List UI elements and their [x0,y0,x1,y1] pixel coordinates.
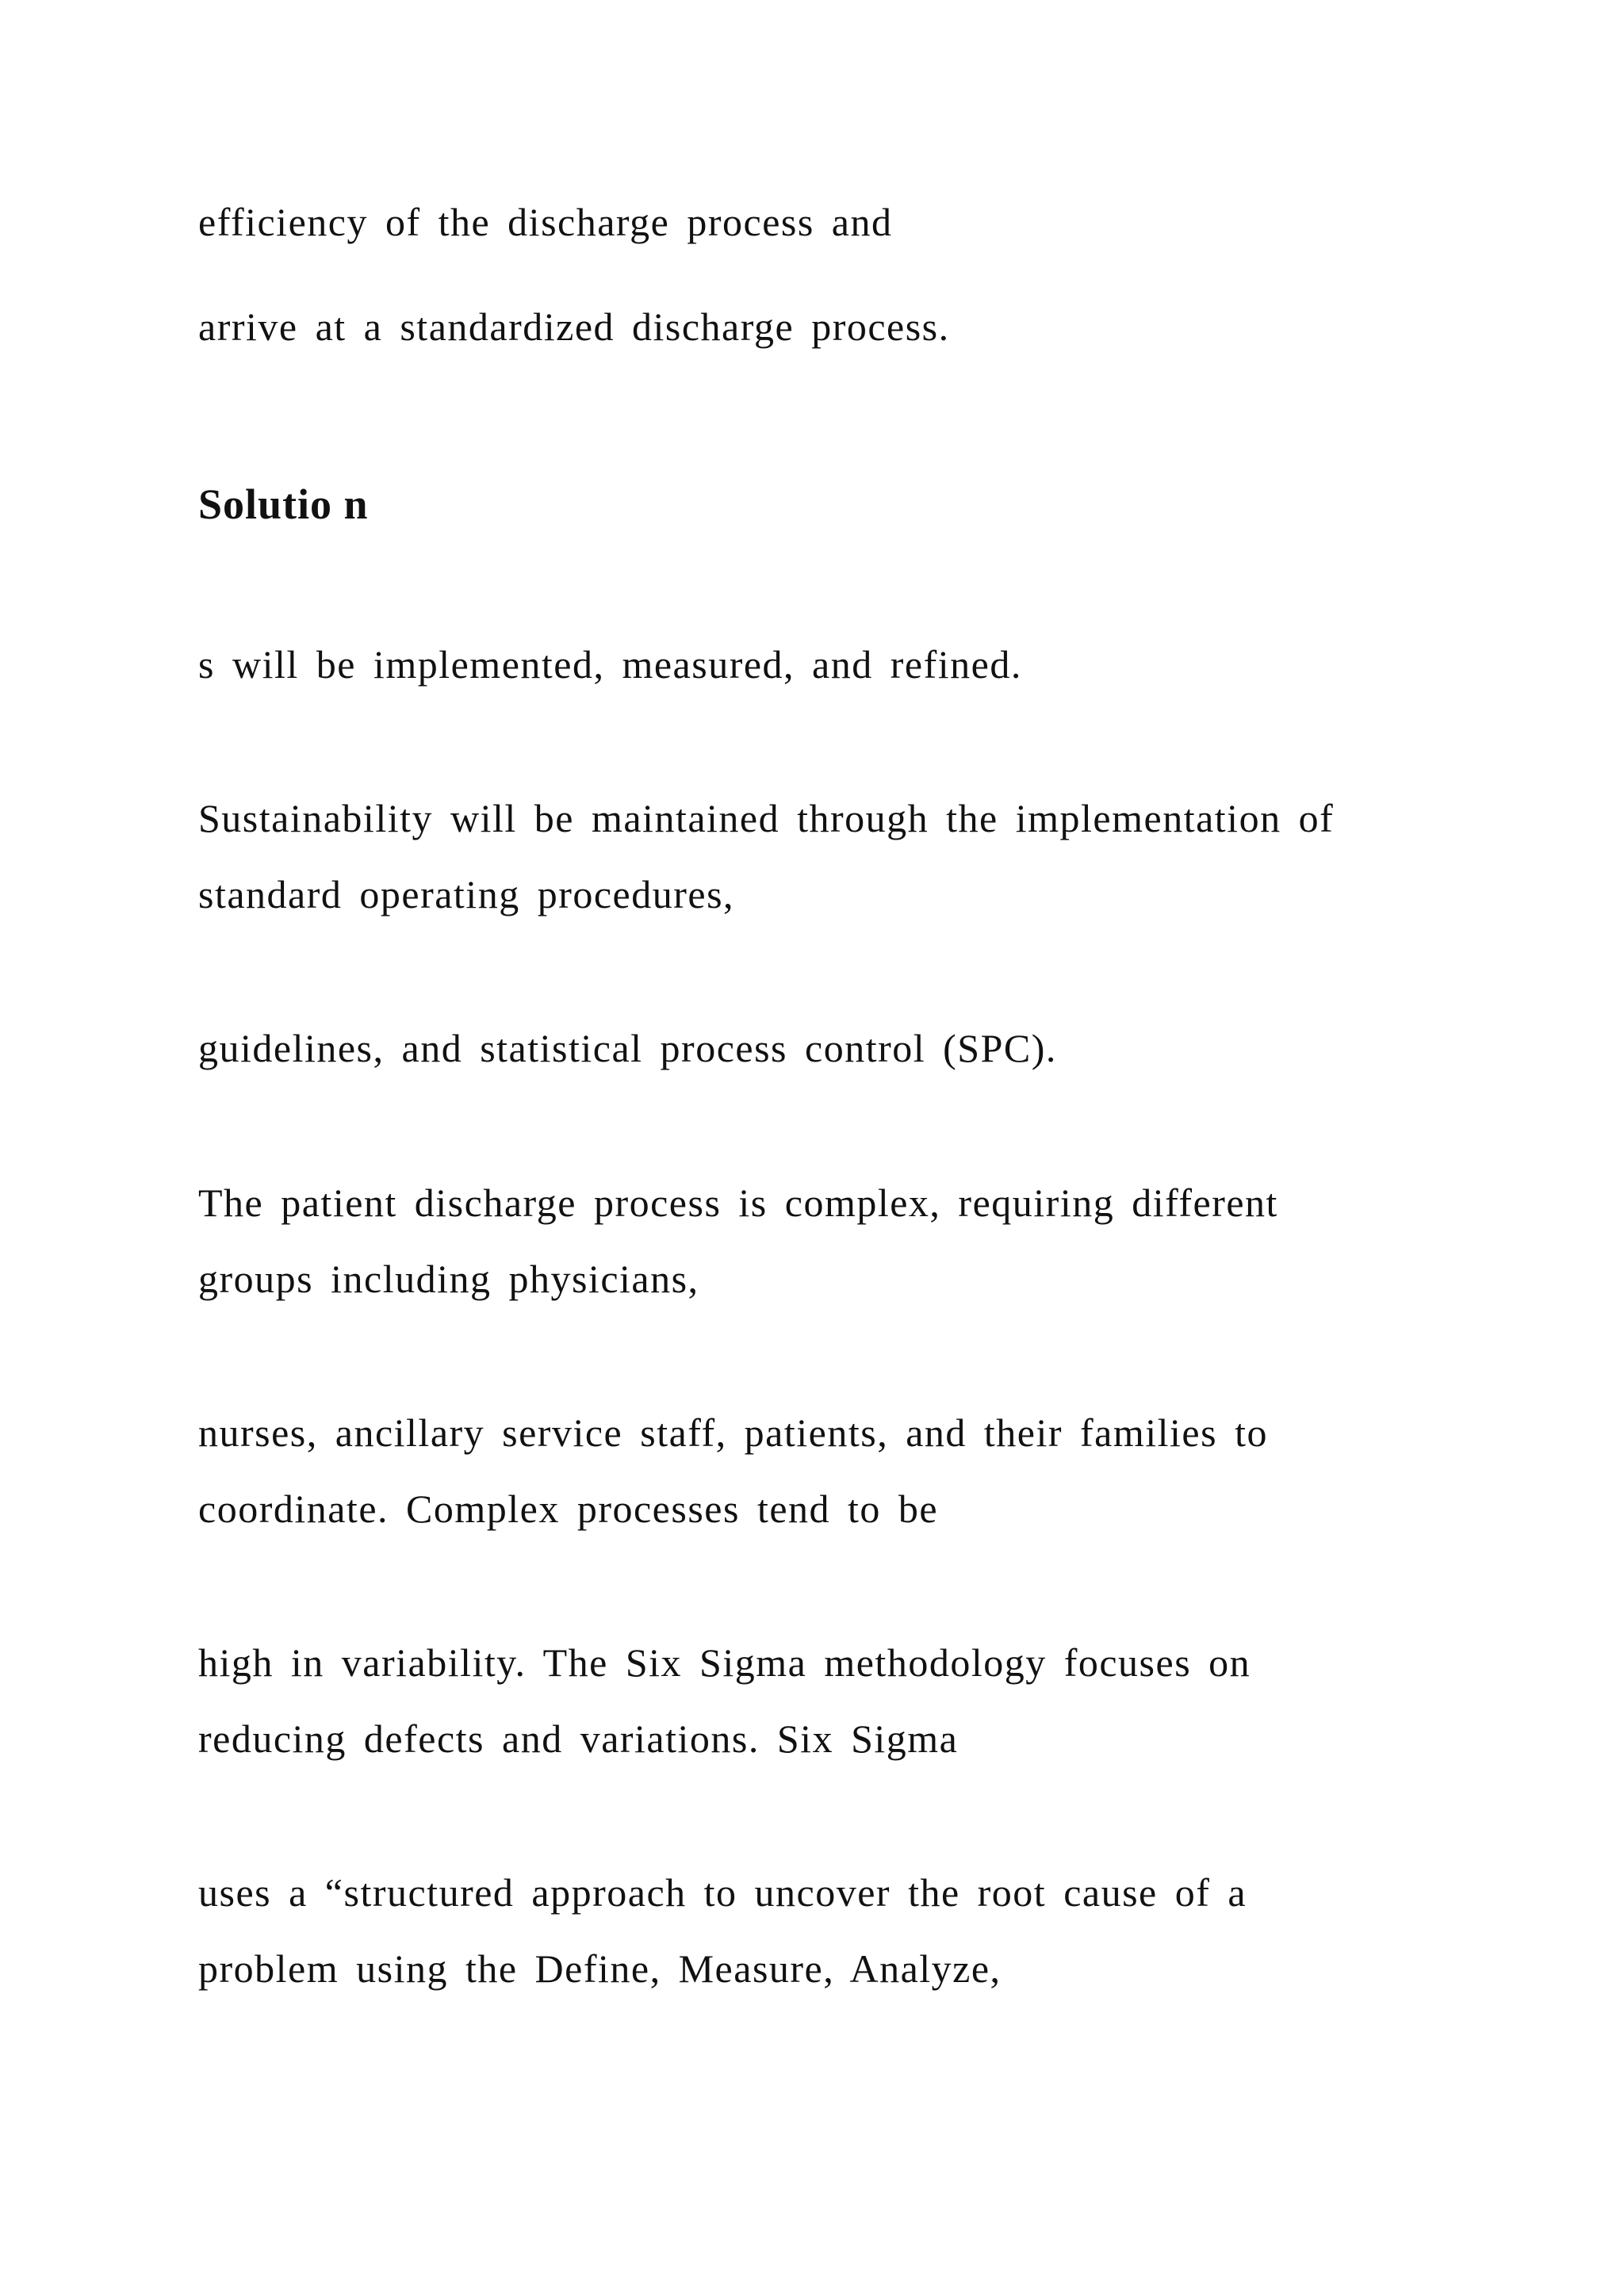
text-line: reducing defects and variations. Six Sigma [198,1716,959,1761]
text-line: coordinate. Complex processes tend to be [198,1487,939,1531]
section-heading: Solutio n [198,480,369,528]
text-line: The patient discharge process is complex, requiring different [198,1181,1278,1225]
text-line: guidelines, and statistical process control (SPC). [198,1026,1057,1070]
text-line: high in variability. The Six Sigma methodology focuses on [198,1640,1251,1685]
text-line: s will be implemented, measured, and refined. [198,642,1022,687]
text-line: groups including physicians, [198,1257,699,1301]
text-line: uses a “structured approach to uncover the root cause of a [198,1870,1247,1915]
text-line: arrive at a standardized discharge process. [198,304,950,349]
text-line: nurses, ancillary service staff, patients, and their families to [198,1410,1268,1455]
text-line: Sustainability will be maintained through the implementation of [198,796,1335,840]
text-line: efficiency of the discharge process and [198,200,893,244]
text-line: standard operating procedures, [198,872,735,916]
text-line: problem using the Define, Measure, Analyze, [198,1946,1002,1991]
